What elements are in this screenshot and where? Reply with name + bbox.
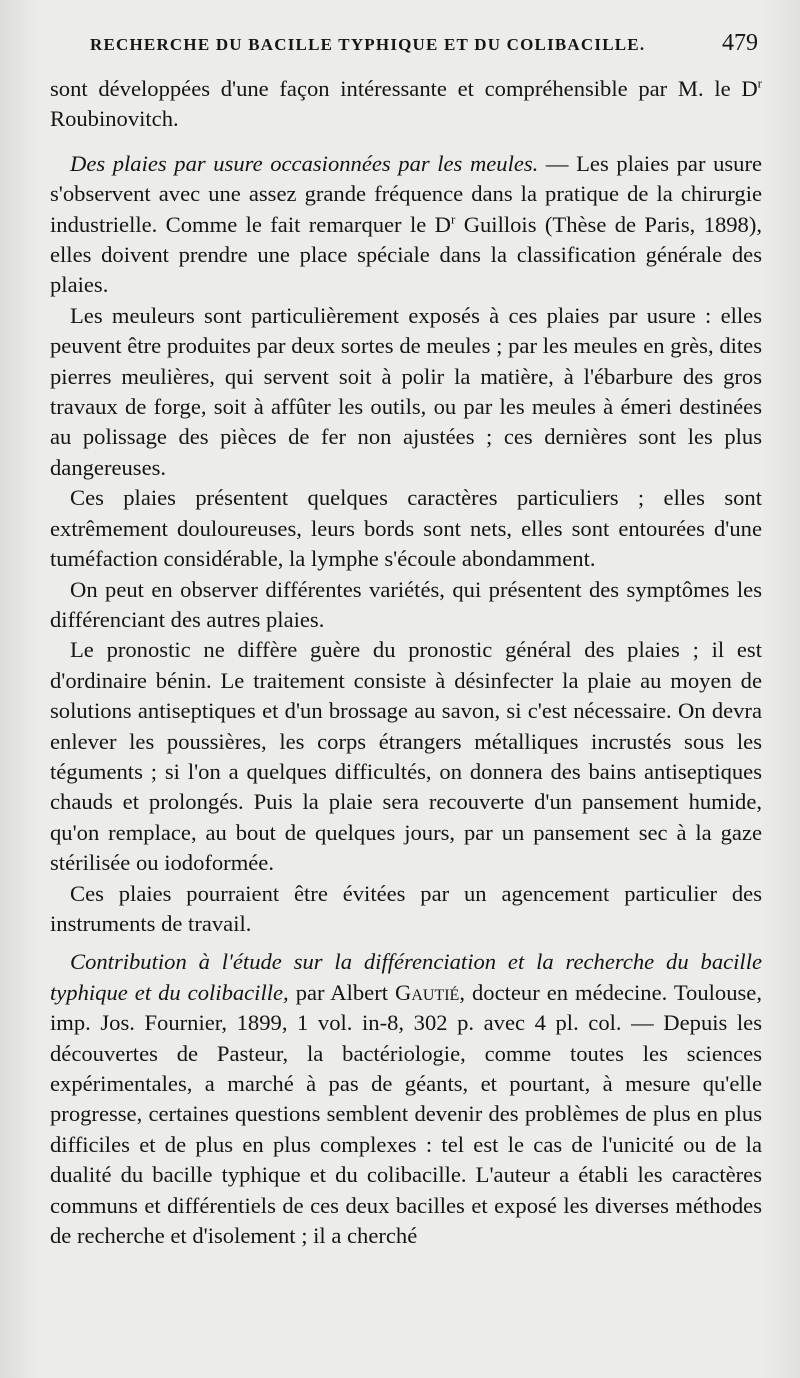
- running-title: RECHERCHE DU BACILLE TYPHIQUE ET DU COLIBACILLE.: [90, 35, 646, 54]
- paragraph-prevention: Ces plaies pourraient être évitées par un agencement particulier des instruments de travail.: [50, 880, 762, 936]
- paragraph-varietes: On peut en observer différentes variétés, qui présentent des symptômes les différenciant des autres plaies.: [50, 576, 762, 632]
- page-number: 479: [722, 30, 758, 56]
- section-title-plaies: Des plaies par usure occasionnées par les meules.: [70, 150, 539, 176]
- author-name: Gautié: [395, 979, 460, 1005]
- paragraph-meuleurs: Les meuleurs sont particulièrement exposés à ces plaies par usure : elles peuvent être produites par deux sortes de meules ; par les meules en grès, dites pierres meulières, qui servent soit à polir la matière, à l'ébarbure des gros travaux de forge, soit à affûter les outils, ou par les meules à émeri destinées au polissage des pièces de fer non ajustées ; ces dernières sont les plus dangereuses.: [50, 302, 762, 480]
- paragraph-pronostic: Le pronostic ne diffère guère du pronostic général des plaies ; il est d'ordinaire bénin. Le traitement consiste à désinfecter la plaie au moyen de solutions antiseptiques et d'un brossage au savon, si c'est nécessaire. On devra enlever les poussières, les corps étrangers métalliques incrustés sous les téguments ; si l'on a quelques difficultés, on donnera des bains antiseptiques chauds et prolongés. Puis la plaie sera recouverte d'un pansement humide, qu'on remplace, au bout de quelques jours, par un pansement sec à la gaze stérilisée ou iodoformée.: [50, 637, 762, 876]
- paragraph-caracteres: Ces plaies présentent quelques caractères particuliers ; elles sont extrêmement douloureuses, leurs bords sont nets, elles sont entourées d'une tuméfaction considérable, la lymphe s'écoule abondamment.: [50, 485, 762, 572]
- paragraph-contribution: Contribution à l'étude sur la différenciation et la recherche du bacille typhique et du colibacille, par Albert Gautié, docteur en médecine. Toulouse, imp. Jos. Fournier, 1899, 1 vol. in-8, 302 p. avec 4 pl. col. — Depuis les découvertes de Pasteur, la bactériologie, comme toutes les sciences expérimentales, a marché à pas de géants, et pourtant, à mesure qu'elle progresse, certaines questions semblent devenir des problèmes de plus en plus difficiles et de plus en plus complexes : tel est le cas de l'unicité ou de la dualité du bacille typhique et du colibacille. L'auteur a établi les caractères communs et différentiels de ces deux bacilles et exposé les diverses méthodes de recherche et d'isolement ; il a cherché: [50, 949, 762, 1249]
- body-text: [50, 74, 762, 1251]
- paragraph-continuation: sont développées d'une façon intéressante et compréhensible par M. le $D^r$ Roubinovitch.: [50, 75, 762, 132]
- page-header: [90, 30, 758, 76]
- book-title: Contribution à l'étude sur la différenciation et la recherche du bacille typhique et du colibacille,: [50, 949, 762, 1005]
- paragraph-plaies-usure: Des plaies par usure occasionnées par les meules. — Les plaies par usure s'observent avec une assez grande fréquence dans la pratique de la chirurgie industrielle. Comme le fait remarquer le $D^r$ Guillois (Thèse de Paris, 1898), elles doivent prendre une place spéciale dans la classification générale des plaies.: [50, 150, 763, 298]
